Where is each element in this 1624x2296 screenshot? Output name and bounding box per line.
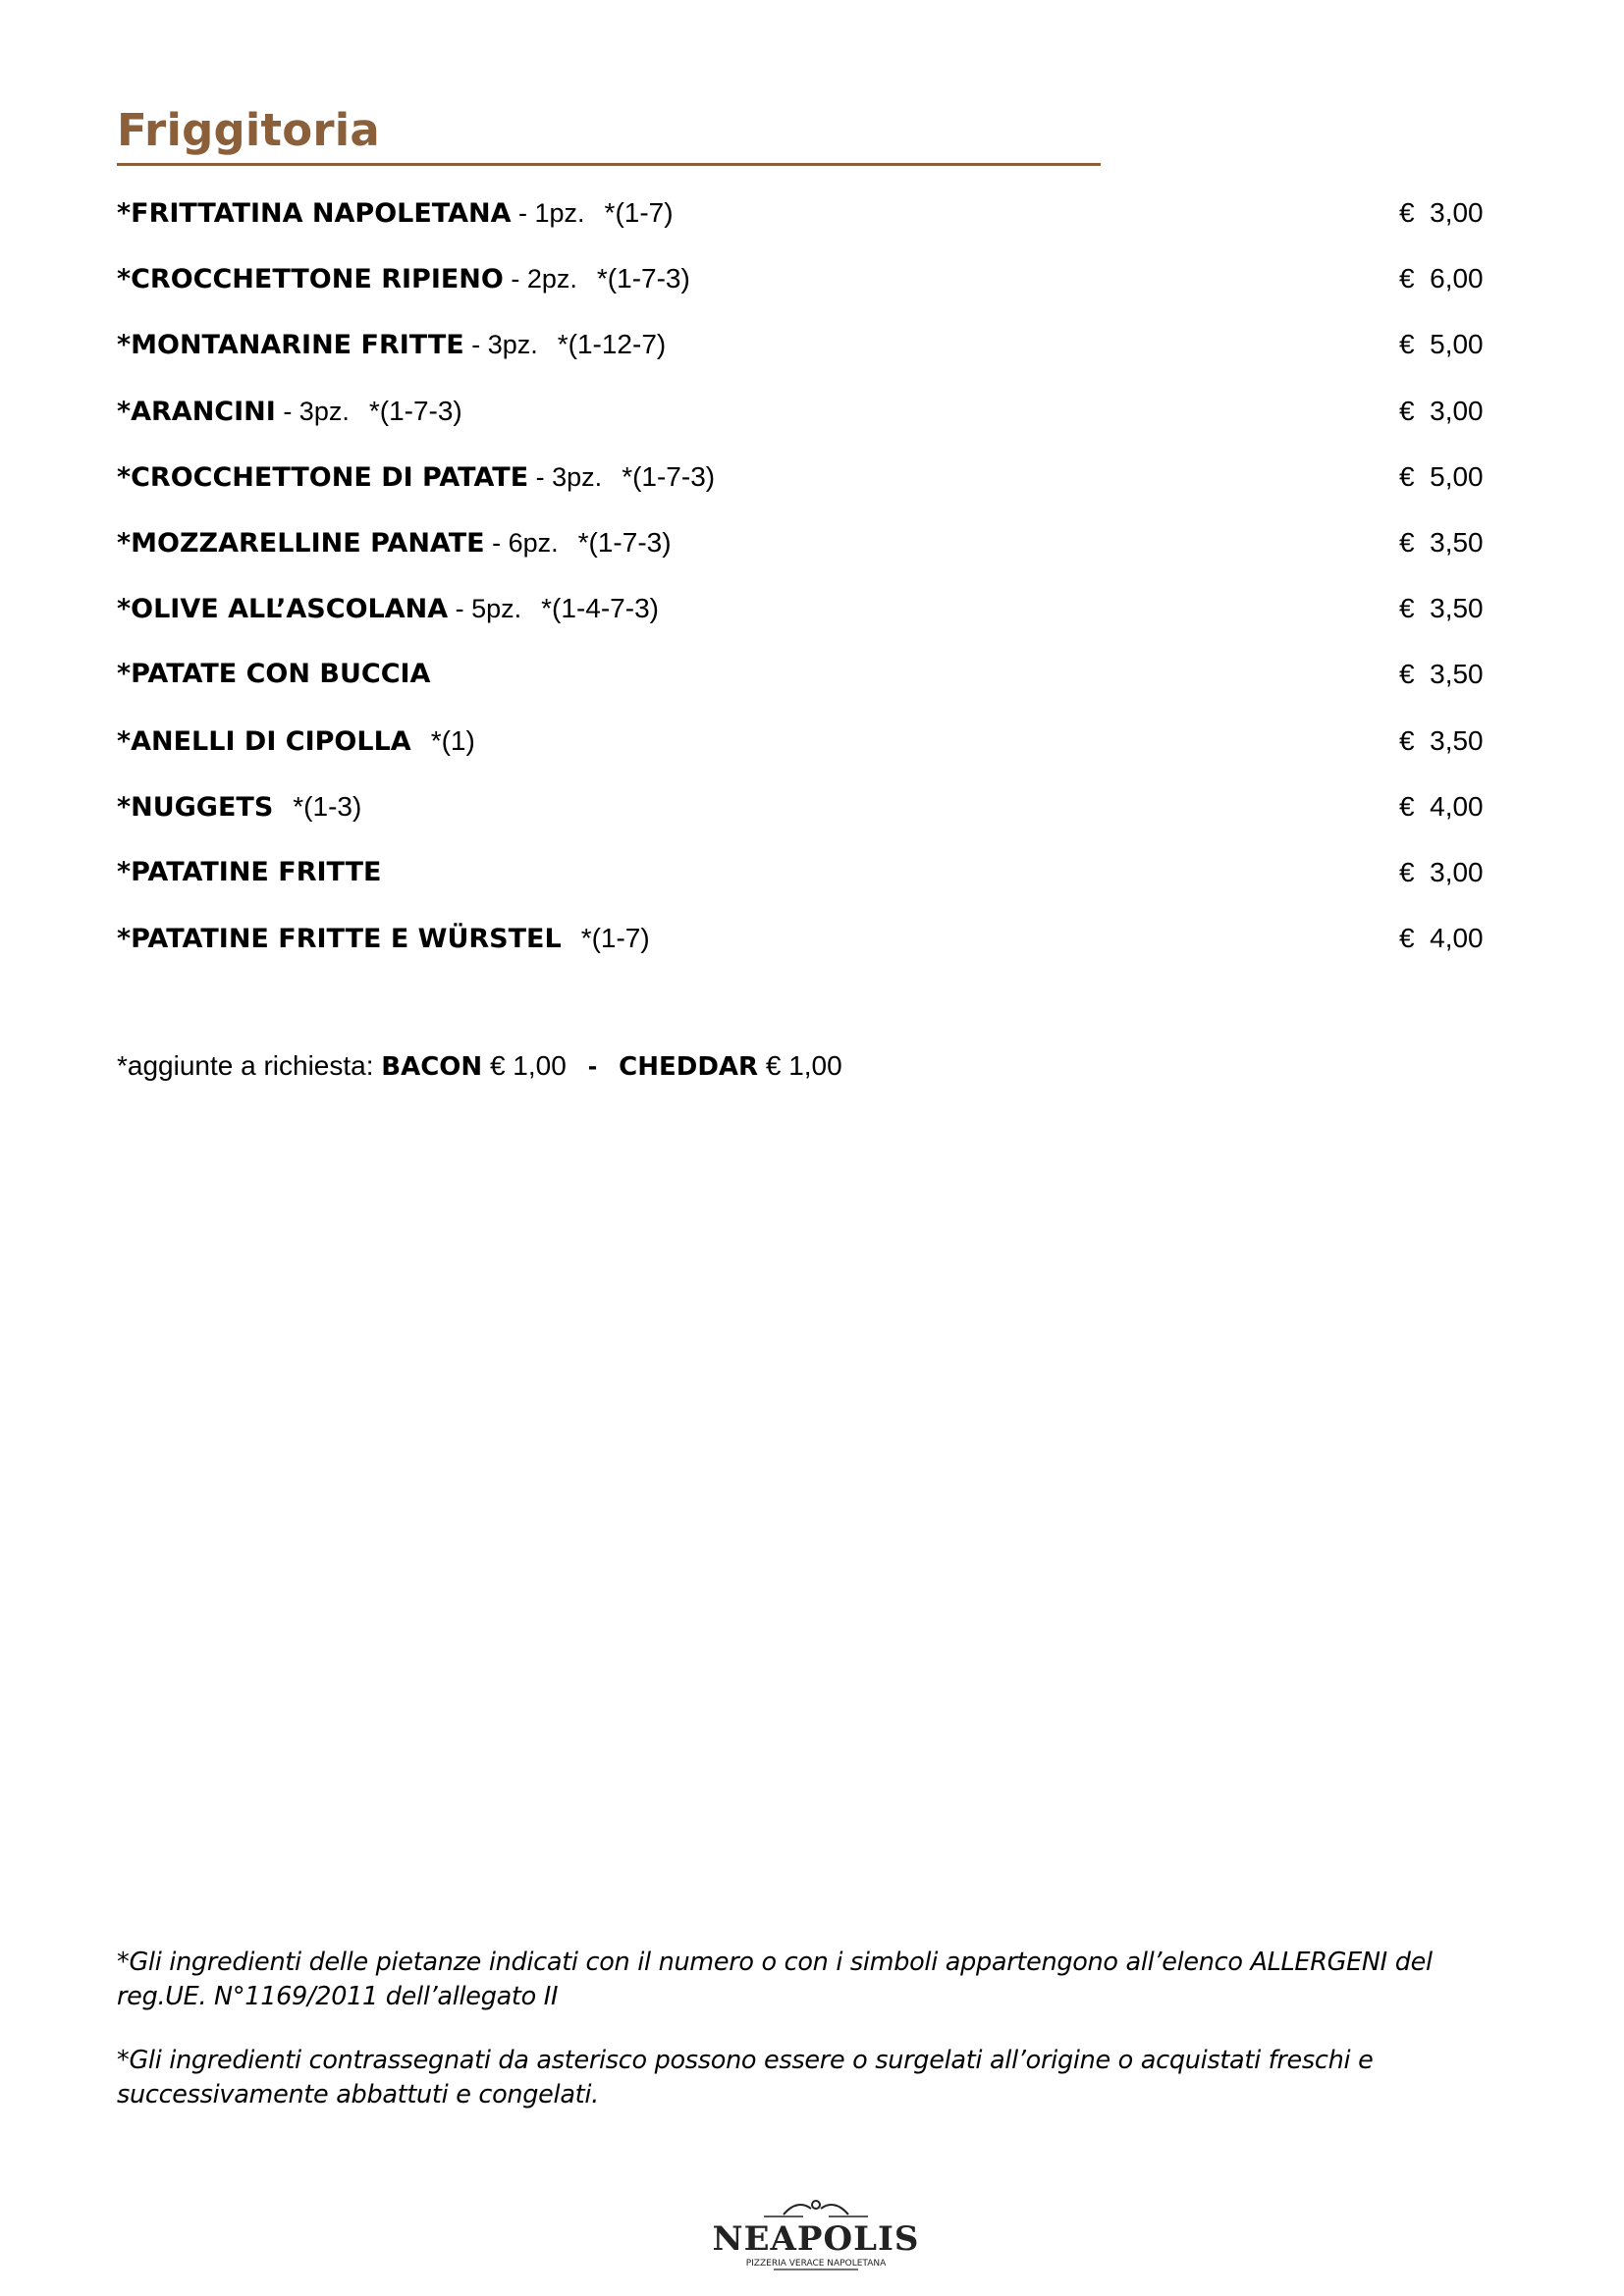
frozen-ingredients-note: *Gli ingredienti contrassegnati da asterisco possono essere o surgelati all’origine o acquistati freschi e successivamente abbattuti e congelati. (117, 2046, 1374, 2109)
menu-item-price: € 3,00 (1399, 395, 1484, 426)
menu-item-price: € 3,00 (1399, 197, 1484, 228)
menu-item (117, 522, 1491, 588)
menu-item-price: € 4,00 (1399, 790, 1484, 822)
menu-item-allergens: *(1-3) (293, 790, 362, 822)
extras-line (117, 1050, 842, 1082)
logo-brand: NEAPOLIS (712, 2219, 920, 2259)
extra-bacon-price: € 1,00 (482, 1050, 567, 1081)
menu-item-allergens: *(1) (430, 724, 475, 756)
extra-bacon-name: BACON (381, 1052, 483, 1082)
menu-item-name: *MONTANARINE FRITTE (117, 330, 464, 361)
extra-cheddar-price: € 1,00 (758, 1050, 842, 1081)
section-title: Friggitoria (117, 104, 380, 156)
extra-cheddar-name: CHEDDAR (619, 1052, 759, 1082)
menu-item (117, 721, 1491, 786)
menu-item (117, 786, 1491, 852)
extras-prefix: *aggiunte a richiesta: (117, 1050, 382, 1081)
menu-item-name: *NUGGETS (117, 791, 274, 823)
neapolis-logo (712, 2193, 920, 2275)
menu-item-price: € 5,00 (1399, 329, 1484, 360)
menu-item-allergens: *(1-7-3) (577, 526, 672, 558)
menu-item-quantity: - 3pz. (275, 396, 350, 426)
menu-item (117, 324, 1491, 390)
menu-item-price: € 3,00 (1399, 856, 1484, 887)
menu-item-name: *PATATINE FRITTE (117, 856, 382, 887)
menu-item-quantity: - 3pz. (463, 330, 538, 360)
menu-item-quantity: - 5pz. (448, 594, 522, 624)
menu-item-name: *MOZZARELLINE PANATE (117, 527, 485, 559)
menu-item-name: *ARANCINI (117, 396, 276, 427)
menu-item-name: *PATATE CON BUCCIA (117, 659, 431, 690)
menu-item (117, 192, 1491, 258)
logo-tagline: PIZZERIA VERACE NAPOLETANA (745, 2259, 887, 2269)
menu-item (117, 654, 1491, 720)
menu-item (117, 588, 1491, 654)
menu-item-allergens: *(1-12-7) (557, 329, 667, 360)
menu-item-name: *CROCCHETTONE RIPIENO (117, 264, 504, 295)
menu-item-allergens: *(1-7) (604, 197, 674, 228)
menu-item-price: € 4,00 (1399, 923, 1484, 954)
menu-item-quantity: - 6pz. (484, 527, 559, 558)
menu-item-price: € 3,50 (1399, 659, 1484, 690)
menu-list (117, 192, 1491, 984)
menu-item-price: € 3,50 (1399, 526, 1484, 558)
menu-item (117, 258, 1491, 324)
menu-item (117, 918, 1491, 984)
title-underline (117, 163, 1101, 166)
menu-item-quantity: - 3pz. (528, 461, 603, 492)
menu-item-allergens: *(1-7-3) (368, 395, 462, 426)
menu-item-name: *FRITTATINA NAPOLETANA (117, 198, 512, 229)
menu-item-price: € 6,00 (1399, 263, 1484, 294)
menu-item-allergens: *(1-7-3) (596, 263, 690, 294)
menu-item-name: *CROCCHETTONE DI PATATE (117, 461, 529, 493)
menu-item-name: *ANELLI DI CIPOLLA (117, 725, 411, 757)
menu-item-allergens: *(1-7-3) (622, 460, 716, 492)
menu-item (117, 852, 1491, 918)
menu-item (117, 391, 1491, 456)
menu-item (117, 456, 1491, 522)
menu-item-allergens: *(1-7) (580, 923, 650, 954)
menu-item-price: € 5,00 (1399, 460, 1484, 492)
menu-item-price: € 3,50 (1399, 724, 1484, 756)
extras-separator: - (587, 1050, 598, 1081)
menu-item-allergens: *(1-4-7-3) (541, 593, 659, 624)
menu-item-quantity: - 2pz. (503, 264, 577, 294)
menu-item-name: *PATATINE FRITTE E WÜRSTEL (117, 924, 562, 955)
menu-item-quantity: - 1pz. (511, 198, 585, 228)
menu-item-price: € 3,50 (1399, 593, 1484, 624)
menu-item-name: *OLIVE ALL’ASCOLANA (117, 594, 449, 625)
allergens-note: *Gli ingredienti delle pietanze indicati con il numero o con i simboli appartengono all’elenco ALLERGENI del reg.UE. N°1169/2011 dell’allegato II (117, 1948, 1433, 2011)
